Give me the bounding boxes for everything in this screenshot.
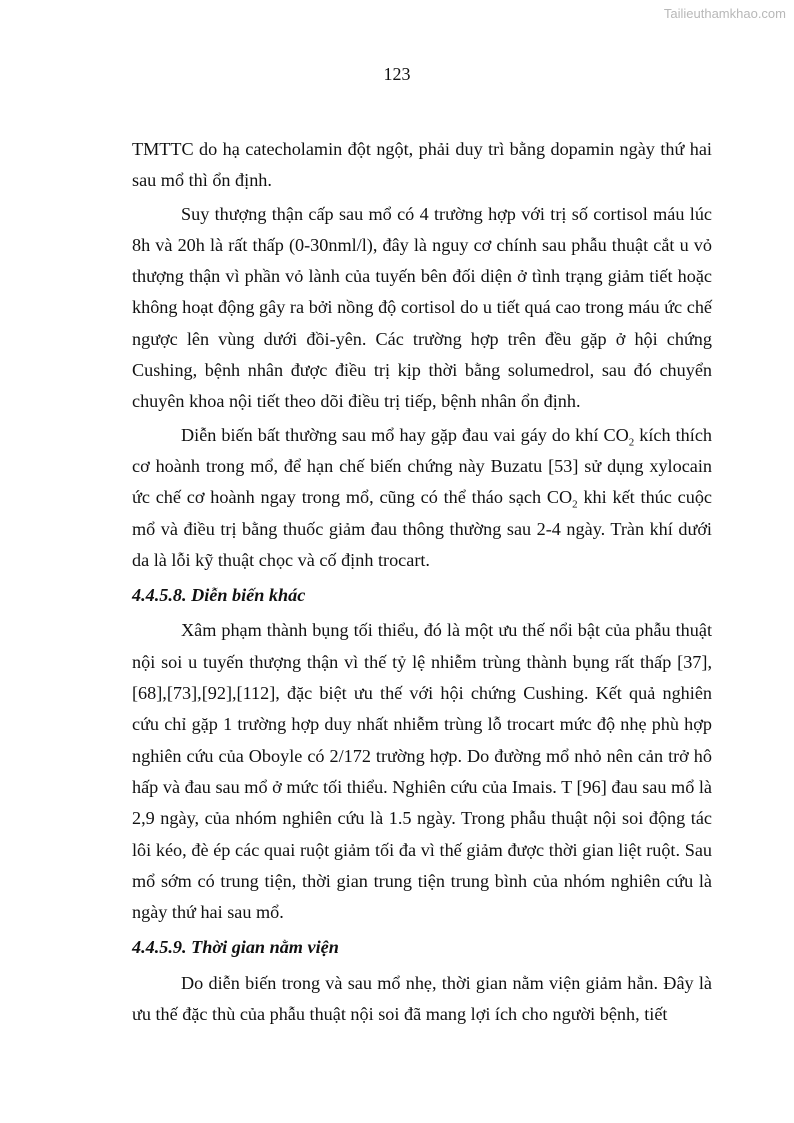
watermark: Tailieuthamkhao.com	[663, 6, 786, 21]
paragraph: Suy thượng thận cấp sau mổ có 4 trường hợp với trị số cortisol máu lúc 8h và 20h là rất thấp (0-30nml/l), đây là nguy cơ chính sau phẫu thuật cắt u vỏ thượng thận vì phần vỏ lành của tuyến bên đối diện ở tình trạng giảm tiết hoặc không hoạt động gây ra bởi nồng độ cortisol do u tiết quá cao trong máu ức chế ngược lên vùng dưới đồi-yên. Các trường hợp trên đều gặp ở hội chứng Cushing, bệnh nhân được điều trị kịp thời bằng solumedrol, sau đó chuyển chuyên khoa nội tiết theo dõi điều trị tiếp, bệnh nhân ổn định.	[132, 203, 712, 412]
paragraph	[132, 420, 712, 576]
paragraph: Xâm phạm thành bụng tối thiểu, đó là một ưu thế nổi bật của phẫu thuật nội soi u tuyến thượng thận vì thế tỷ lệ nhiễm trùng thành bụng rất thấp [37],[68],[73],[92],[112], đặc biệt ưu thế với hội chứng Cushing. Kết quả nghiên cứu chỉ gặp 1 trường hợp duy nhất nhiễm trùng lỗ trocart mức độ nhẹ phù hợp nghiên cứu của Oboyle có 2/172 trường hợp. Do đường mổ nhỏ nên cản trở hô hấp và đau sau mổ ở mức tối thiểu. Nghiên cứu của Imais. T [96] đau sau mổ là 2,9 ngày, của nhóm nghiên cứu là 1.5 ngày. Trong phẫu thuật nội soi động tác lôi kéo, đè ép các quai ruột giảm tối đa vì thế giảm được thời gian liệt ruột. Sau mổ sớm có trung tiện, thời gian trung tiện trung bình của nhóm nghiên cứu là ngày thứ hai sau mổ.	[132, 620, 712, 923]
page-number: 123	[383, 64, 411, 84]
text: Diễn biến bất thường sau mổ hay gặp đau vai gáy do khí CO	[181, 424, 629, 445]
document-body	[132, 134, 712, 1032]
subscript: 2	[572, 498, 578, 511]
paragraph: TMTTC do hạ catecholamin đột ngột, phải duy trì bằng dopamin ngày thứ hai sau mổ thì ổn định.	[132, 139, 712, 191]
paragraph: Do diễn biến trong và sau mổ nhẹ, thời gian nằm viện giảm hẳn. Đây là ưu thế đặc thù của phẫu thuật nội soi đã mang lợi ích cho người bệnh, tiết	[132, 972, 712, 1025]
text: kích thích cơ hoành trong mổ, để hạn chế biến chứng này Buzatu [53] sử dụng xylocain ức chế cơ hoành ngay trong mổ, cũng có thể tháo sạch CO	[132, 424, 712, 508]
section-heading: 4.4.5.8. Diễn biến khác	[132, 585, 306, 606]
section-heading: 4.4.5.9. Thời gian nằm viện	[132, 937, 339, 958]
text: khi kết thúc cuộc mổ và điều trị bằng thuốc giảm đau thông thường sau 2-4 ngày. Tràn khí dưới da là lỗi kỹ thuật chọc và cố định trocart.	[132, 487, 712, 570]
subscript: 2	[628, 436, 635, 449]
